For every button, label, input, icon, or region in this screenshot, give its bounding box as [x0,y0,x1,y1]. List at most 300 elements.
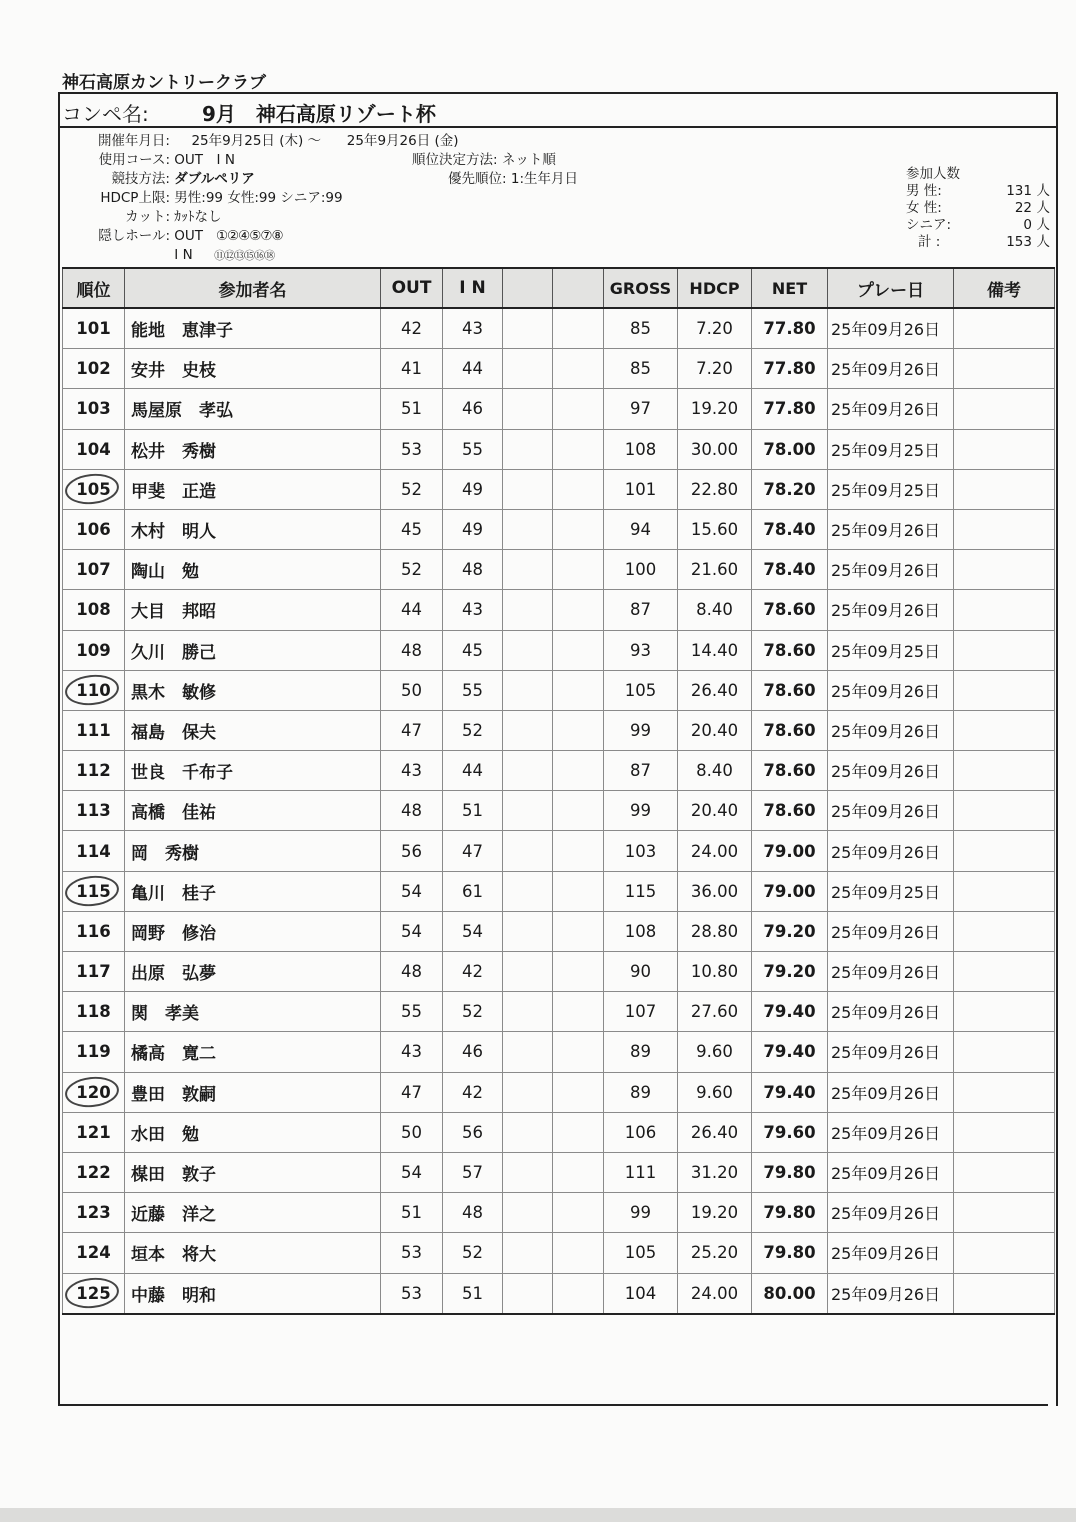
gross-score: 90 [604,952,678,992]
notes-cell [954,1152,1055,1192]
net-score: 77.80 [752,349,828,389]
handwritten-circle-mark [64,471,121,506]
participant-name: 黒木 敏修 [125,670,381,710]
blank-cell-2 [553,1112,604,1152]
hdcp-value: 21.60 [678,550,752,590]
play-date: 25年09月26日 [828,590,954,630]
blank-cell-1 [503,349,553,389]
blank-cell-1 [503,1233,553,1273]
gross-score: 108 [604,429,678,469]
notes-cell [954,670,1055,710]
play-date: 25年09月26日 [828,1112,954,1152]
header-hdcp: HDCP [678,268,752,308]
out-score: 47 [381,1072,443,1112]
count-row-total [906,234,1050,251]
out-score: 41 [381,349,443,389]
play-date: 25年09月26日 [828,992,954,1032]
priority-value: 1:生年月日 [510,171,578,187]
course-label: 使用コース: [98,152,170,168]
participant-name: 高橋 佳祐 [125,791,381,831]
notes-cell [954,871,1055,911]
count-label: 計 : [918,234,941,250]
out-score: 50 [381,1112,443,1152]
blank-cell-2 [553,550,604,590]
out-score: 48 [381,952,443,992]
play-date: 25年09月26日 [828,509,954,549]
rank-cell [63,1112,125,1152]
blank-cell-2 [553,1072,604,1112]
notes-cell [954,389,1055,429]
hdcp-value: 31.20 [678,1152,752,1192]
blank-cell-2 [553,429,604,469]
participant-name: 木村 明人 [125,509,381,549]
table-row [63,831,1055,871]
notes-cell [954,1112,1055,1152]
participant-name: 出原 弘夢 [125,952,381,992]
net-score: 79.20 [752,911,828,951]
play-date: 25年09月26日 [828,911,954,951]
gross-score: 89 [604,1072,678,1112]
net-score: 79.40 [752,1032,828,1072]
play-date: 25年09月26日 [828,1193,954,1233]
table-row [63,751,1055,791]
rank-cell [63,992,125,1032]
format-value: ダブルペリア [174,171,255,187]
notes-cell [954,952,1055,992]
net-score: 78.40 [752,550,828,590]
play-date: 25年09月26日 [828,308,954,349]
rank-cell [63,1072,125,1112]
hdcp-value: 7.20 [678,308,752,349]
in-score: 44 [443,349,503,389]
rank-number: 103 [76,399,111,419]
rank-number: 108 [76,600,111,620]
blank-cell-1 [503,751,553,791]
net-score: 77.80 [752,389,828,429]
rank-number: 123 [76,1203,111,1223]
header-net: NET [752,268,828,308]
table-row [63,550,1055,590]
table-row [63,911,1055,951]
hdcp-value: 8.40 [678,751,752,791]
rank-number: 125 [76,1283,111,1303]
out-score: 44 [381,590,443,630]
blank-cell-2 [553,1233,604,1273]
in-score: 48 [443,1193,503,1233]
notes-cell [954,1233,1055,1273]
net-score: 79.60 [752,1112,828,1152]
out-score: 47 [381,710,443,750]
out-score: 50 [381,670,443,710]
rank-number: 116 [76,921,111,941]
notes-cell [954,911,1055,951]
gross-score: 105 [604,670,678,710]
gross-score: 94 [604,509,678,549]
hdcp-value: 8.40 [678,590,752,630]
in-score: 48 [443,550,503,590]
hdcp-value: 22.80 [678,469,752,509]
blank-cell-1 [503,469,553,509]
blank-cell-2 [553,1032,604,1072]
count-row-senior [906,217,1050,234]
handwritten-circle-mark [64,1074,121,1109]
net-score: 79.80 [752,1152,828,1192]
bottom-border [58,1404,1048,1406]
hidden-out-label: OUT [174,228,204,244]
hidden-in-label: I N [174,247,193,263]
participant-name: 陶山 勉 [125,550,381,590]
rank-number: 105 [76,479,111,499]
rank-number: 122 [76,1163,111,1183]
in-score: 52 [443,992,503,1032]
net-score: 79.40 [752,1072,828,1112]
count-value: 0 [1023,217,1032,233]
format-label: 競技方法: [111,171,170,187]
participant-name: 岡野 修治 [125,911,381,951]
table-row [63,1233,1055,1273]
competition-label: コンペ名: [62,102,149,126]
table-row [63,871,1055,911]
blank-cell-1 [503,429,553,469]
gross-score: 107 [604,992,678,1032]
hdcp-value: 24.00 [678,1273,752,1314]
hdcp-value: 28.80 [678,911,752,951]
count-value: 22 [1014,200,1032,216]
rank-cell [63,509,125,549]
blank-cell-1 [503,791,553,831]
participant-name: 福島 保夫 [125,710,381,750]
count-row-female [906,200,1050,217]
notes-cell [954,710,1055,750]
participant-name: 甲斐 正造 [125,469,381,509]
table-row [63,389,1055,429]
participant-name: 水田 勉 [125,1112,381,1152]
hdcp-value: 男性:99 女性:99 シニア:99 [174,190,343,206]
blank-cell-2 [553,831,604,871]
play-date: 25年09月25日 [828,469,954,509]
in-score: 51 [443,1273,503,1314]
net-score: 79.00 [752,831,828,871]
rank-cell [63,308,125,349]
notes-cell [954,429,1055,469]
in-score: 55 [443,429,503,469]
rank-cell [63,831,125,871]
rank-cell [63,590,125,630]
count-label: シニア: [906,217,952,233]
participant-name: 松井 秀樹 [125,429,381,469]
participants-title: 参加人数 [906,166,960,182]
in-score: 55 [443,670,503,710]
count-unit: 人 [1036,183,1050,199]
in-score: 45 [443,630,503,670]
gross-score: 93 [604,630,678,670]
header-name: 参加者名 [125,268,381,308]
blank-cell-2 [553,349,604,389]
table-row [63,349,1055,389]
hdcp-value: 20.40 [678,791,752,831]
notes-cell [954,630,1055,670]
notes-cell [954,1193,1055,1233]
rank-number: 107 [76,560,111,580]
out-score: 42 [381,308,443,349]
hidden-in-holes: ⑪⑫⑬⑮⑯⑱ [214,249,275,262]
notes-cell [954,791,1055,831]
play-date: 25年09月26日 [828,389,954,429]
blank-cell-1 [503,1152,553,1192]
in-score: 52 [443,710,503,750]
header-blank-1 [503,268,553,308]
participant-name: 近藤 洋之 [125,1193,381,1233]
net-score: 80.00 [752,1273,828,1314]
in-score: 51 [443,791,503,831]
in-score: 46 [443,1032,503,1072]
table-row [63,590,1055,630]
table-row [63,1032,1055,1072]
date-from: 25年9月25日 (木) ～ [191,133,322,149]
out-score: 54 [381,1152,443,1192]
play-date: 25年09月26日 [828,751,954,791]
blank-cell-2 [553,389,604,429]
rank-number: 112 [76,761,111,781]
blank-cell-2 [553,509,604,549]
out-score: 54 [381,911,443,951]
notes-cell [954,590,1055,630]
blank-cell-2 [553,791,604,831]
gross-score: 99 [604,1193,678,1233]
play-date: 25年09月26日 [828,670,954,710]
in-score: 46 [443,389,503,429]
participant-name: 岡 秀樹 [125,831,381,871]
hdcp-value: 19.20 [678,389,752,429]
net-score: 78.60 [752,710,828,750]
participant-name: 豊田 敦嗣 [125,1072,381,1112]
rank-number: 115 [76,881,111,901]
play-date: 25年09月25日 [828,871,954,911]
in-score: 49 [443,509,503,549]
notes-cell [954,831,1055,871]
rank-cell [63,911,125,951]
blank-cell-1 [503,630,553,670]
participant-name: 楳田 敦子 [125,1152,381,1192]
rank-cell [63,1233,125,1273]
cut-label: カット: [125,209,170,225]
gross-score: 103 [604,831,678,871]
rank-number: 110 [76,680,111,700]
notes-cell [954,992,1055,1032]
gross-score: 89 [604,1032,678,1072]
rank-cell [63,952,125,992]
notes-cell [954,1032,1055,1072]
rank-number: 101 [76,319,111,339]
play-date: 25年09月25日 [828,429,954,469]
rank-number: 104 [76,439,111,459]
gross-score: 99 [604,710,678,750]
blank-cell-1 [503,710,553,750]
blank-cell-2 [553,1193,604,1233]
blank-cell-2 [553,710,604,750]
hdcp-value: 26.40 [678,670,752,710]
blank-cell-1 [503,1072,553,1112]
participant-name: 中藤 明和 [125,1273,381,1314]
club-name: 神石高原カントリークラブ [62,73,266,93]
play-date: 25年09月26日 [828,1032,954,1072]
blank-cell-2 [553,1273,604,1314]
hdcp-value: 25.20 [678,1233,752,1273]
net-score: 79.80 [752,1193,828,1233]
dates-label: 開催年月日: [97,133,170,149]
notes-cell [954,550,1055,590]
hdcp-label: HDCP上限: [100,190,170,206]
blank-cell-2 [553,670,604,710]
play-date: 25年09月26日 [828,550,954,590]
rank-cell [63,1273,125,1314]
out-score: 48 [381,791,443,831]
participant-name: 世良 千布子 [125,751,381,791]
count-value: 153 [1006,234,1032,250]
count-unit: 人 [1036,234,1050,250]
gross-score: 115 [604,871,678,911]
blank-cell-1 [503,590,553,630]
hdcp-value: 9.60 [678,1072,752,1112]
rank-number: 106 [76,520,111,540]
blank-cell-1 [503,550,553,590]
count-unit: 人 [1036,217,1050,233]
play-date: 25年09月26日 [828,349,954,389]
play-date: 25年09月26日 [828,791,954,831]
rank-cell [63,1152,125,1192]
hidden-holes-label: 隠しホール: [98,228,170,244]
gross-score: 106 [604,1112,678,1152]
blank-cell-2 [553,630,604,670]
course-value: OUT I N [174,152,235,168]
hdcp-value: 26.40 [678,1112,752,1152]
play-date: 25年09月26日 [828,831,954,871]
hdcp-value: 14.40 [678,630,752,670]
blank-cell-1 [503,992,553,1032]
net-score: 78.60 [752,751,828,791]
blank-cell-2 [553,871,604,911]
rank-cell [63,469,125,509]
net-score: 78.40 [752,509,828,549]
participant-name: 亀川 桂子 [125,871,381,911]
hdcp-value: 36.00 [678,871,752,911]
participant-name: 橘高 寛二 [125,1032,381,1072]
participant-name: 関 孝美 [125,992,381,1032]
rank-number: 120 [76,1082,111,1102]
count-row-male [906,183,1050,200]
in-score: 43 [443,590,503,630]
blank-cell-1 [503,1273,553,1314]
hidden-out-holes: ①②④⑤⑦⑧ [215,228,283,244]
rank-number: 118 [76,1002,111,1022]
gross-score: 111 [604,1152,678,1192]
hdcp-value: 24.00 [678,831,752,871]
date-to: 25年9月26日 (金) [346,133,459,149]
blank-cell-2 [553,992,604,1032]
hdcp-value: 20.40 [678,710,752,750]
notes-cell [954,308,1055,349]
hdcp-value: 27.60 [678,992,752,1032]
table-row [63,1112,1055,1152]
hdcp-value: 15.60 [678,509,752,549]
out-score: 53 [381,1273,443,1314]
out-score: 54 [381,871,443,911]
header-notes: 備考 [954,268,1055,308]
blank-cell-1 [503,911,553,951]
out-score: 51 [381,1193,443,1233]
rank-cell [63,1032,125,1072]
net-score: 79.40 [752,992,828,1032]
table-row [63,791,1055,831]
table-row [63,469,1055,509]
rank-cell [63,429,125,469]
table-row [63,1193,1055,1233]
out-score: 55 [381,992,443,1032]
count-unit: 人 [1036,200,1050,216]
net-score: 79.20 [752,952,828,992]
out-score: 53 [381,1233,443,1273]
rank-cell [63,349,125,389]
rank-cell [63,550,125,590]
out-score: 52 [381,469,443,509]
blank-cell-1 [503,509,553,549]
table-row [63,1152,1055,1192]
table-header-row [63,268,1055,308]
play-date: 25年09月26日 [828,1233,954,1273]
blank-cell-1 [503,871,553,911]
play-date: 25年09月26日 [828,952,954,992]
hdcp-value: 30.00 [678,429,752,469]
net-score: 78.00 [752,429,828,469]
header-rank: 順位 [63,268,125,308]
competition-row [60,94,1056,128]
results-sheet [58,92,1058,1406]
participant-counts [906,166,1050,251]
rank-cell [63,871,125,911]
blank-cell-2 [553,952,604,992]
count-value: 131 [1006,183,1032,199]
notes-cell [954,349,1055,389]
participant-name: 馬屋原 孝弘 [125,389,381,429]
out-score: 43 [381,751,443,791]
net-score: 79.80 [752,1233,828,1273]
cut-value: ｶｯﾄなし [174,209,222,225]
in-score: 56 [443,1112,503,1152]
gross-score: 108 [604,911,678,951]
gross-score: 105 [604,1233,678,1273]
table-row [63,710,1055,750]
ranking-method-label: 順位決定方法: [412,152,498,168]
rank-cell [63,791,125,831]
header-play-date: プレー日 [828,268,954,308]
rank-cell [63,1193,125,1233]
net-score: 79.00 [752,871,828,911]
priority-label: 優先順位: [448,171,507,187]
rank-cell [63,710,125,750]
rank-number: 102 [76,359,111,379]
table-row [63,630,1055,670]
participant-name: 能地 恵津子 [125,308,381,349]
in-score: 42 [443,1072,503,1112]
header-in: I N [443,268,503,308]
net-score: 78.60 [752,590,828,630]
in-score: 61 [443,871,503,911]
play-date: 25年09月26日 [828,1152,954,1192]
blank-cell-1 [503,952,553,992]
out-score: 52 [381,550,443,590]
background-surface [0,1508,1076,1522]
rank-number: 109 [76,640,111,660]
